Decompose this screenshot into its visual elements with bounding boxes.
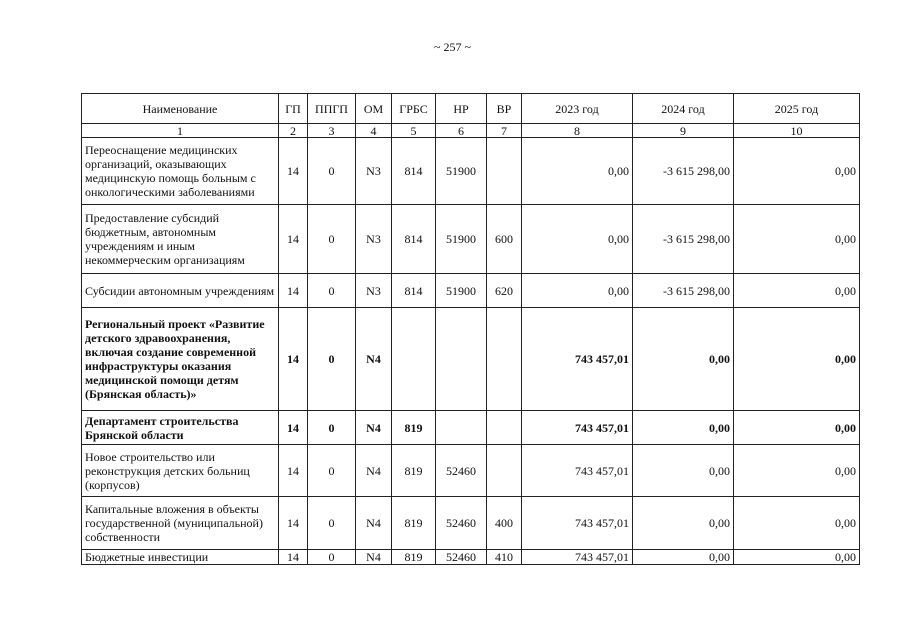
cell-om: N4 (356, 411, 392, 445)
col-number: 5 (392, 124, 436, 138)
row-name: Капитальные вложения в объекты государственной (муниципальной) собственности (82, 497, 279, 550)
cell-2025: 0,00 (734, 550, 860, 565)
cell-2024: 0,00 (633, 445, 734, 497)
col-number: 10 (734, 124, 860, 138)
cell-2024: 0,00 (633, 550, 734, 565)
cell-2025: 0,00 (734, 497, 860, 550)
cell-2024: -3 615 298,00 (633, 138, 734, 205)
row-name: Новое строительство или реконструкция детских больниц (корпусов) (82, 445, 279, 497)
table-row (82, 308, 860, 411)
cell-2025: 0,00 (734, 205, 860, 274)
cell-om: N4 (356, 497, 392, 550)
cell-2024: -3 615 298,00 (633, 274, 734, 308)
cell-grbs (392, 308, 436, 411)
cell-om: N4 (356, 550, 392, 565)
cell-om: N4 (356, 445, 392, 497)
cell-gp: 14 (279, 445, 308, 497)
cell-ppgp: 0 (308, 550, 356, 565)
cell-vr: 600 (487, 205, 522, 274)
cell-vr (487, 445, 522, 497)
col-number: 9 (633, 124, 734, 138)
page-number: ~ 257 ~ (434, 40, 471, 54)
cell-vr: 620 (487, 274, 522, 308)
cell-2025: 0,00 (734, 411, 860, 445)
cell-ppgp: 0 (308, 411, 356, 445)
cell-grbs: 814 (392, 205, 436, 274)
cell-ppgp: 0 (308, 138, 356, 205)
header-row (82, 94, 860, 124)
table-row (82, 497, 860, 550)
col-header-vr: ВР (487, 94, 522, 124)
col-header-2025: 2025 год (734, 94, 860, 124)
cell-2025: 0,00 (734, 138, 860, 205)
col-number: 8 (522, 124, 633, 138)
col-header-nr: НР (436, 94, 487, 124)
row-name: Региональный проект «Развитие детского здравоохранения, включая создание современной инфраструктуры оказания медицинской помощи детям (Брянская область)» (82, 308, 279, 411)
cell-vr (487, 411, 522, 445)
cell-2023: 743 457,01 (522, 445, 633, 497)
cell-vr: 400 (487, 497, 522, 550)
budget-table (81, 93, 860, 565)
col-number: 6 (436, 124, 487, 138)
cell-nr (436, 308, 487, 411)
cell-grbs: 819 (392, 497, 436, 550)
cell-nr: 51900 (436, 205, 487, 274)
column-number-row (82, 124, 860, 138)
table-row (82, 205, 860, 274)
table-row (82, 138, 860, 205)
row-name: Субсидии автономным учреждениям (82, 274, 279, 308)
col-header-gp: ГП (279, 94, 308, 124)
cell-om: N4 (356, 308, 392, 411)
table-row (82, 550, 860, 565)
cell-nr (436, 411, 487, 445)
cell-2025: 0,00 (734, 308, 860, 411)
cell-2024: -3 615 298,00 (633, 205, 734, 274)
cell-2024: 0,00 (633, 308, 734, 411)
col-header-2023: 2023 год (522, 94, 633, 124)
row-name: Переоснащение медицинских организаций, оказывающих медицинскую помощь больным с онкологическими заболеваниями (82, 138, 279, 205)
cell-nr: 51900 (436, 274, 487, 308)
cell-ppgp: 0 (308, 308, 356, 411)
cell-2024: 0,00 (633, 497, 734, 550)
col-number: 3 (308, 124, 356, 138)
col-header-ppgp: ППГП (308, 94, 356, 124)
cell-nr: 51900 (436, 138, 487, 205)
col-number: 2 (279, 124, 308, 138)
cell-ppgp: 0 (308, 445, 356, 497)
cell-gp: 14 (279, 550, 308, 565)
cell-2024: 0,00 (633, 411, 734, 445)
cell-gp: 14 (279, 411, 308, 445)
cell-2023: 743 457,01 (522, 497, 633, 550)
cell-gp: 14 (279, 308, 308, 411)
col-header-2024: 2024 год (633, 94, 734, 124)
cell-2023: 743 457,01 (522, 411, 633, 445)
col-header-grbs: ГРБС (392, 94, 436, 124)
cell-vr: 410 (487, 550, 522, 565)
row-name: Департамент строительства Брянской области (82, 411, 279, 445)
cell-grbs: 814 (392, 138, 436, 205)
cell-nr: 52460 (436, 497, 487, 550)
table-row (82, 445, 860, 497)
cell-om: N3 (356, 274, 392, 308)
cell-om: N3 (356, 138, 392, 205)
cell-om: N3 (356, 205, 392, 274)
cell-2023: 743 457,01 (522, 308, 633, 411)
col-header-name: Наименование (82, 94, 279, 124)
cell-ppgp: 0 (308, 497, 356, 550)
cell-2023: 0,00 (522, 138, 633, 205)
cell-nr: 52460 (436, 550, 487, 565)
cell-2023: 0,00 (522, 205, 633, 274)
cell-2025: 0,00 (734, 445, 860, 497)
cell-gp: 14 (279, 205, 308, 274)
cell-ppgp: 0 (308, 205, 356, 274)
cell-nr: 52460 (436, 445, 487, 497)
row-name: Бюджетные инвестиции (82, 550, 279, 565)
cell-ppgp: 0 (308, 274, 356, 308)
cell-grbs: 814 (392, 274, 436, 308)
col-number: 4 (356, 124, 392, 138)
col-header-om: ОМ (356, 94, 392, 124)
table-row (82, 274, 860, 308)
col-number: 1 (82, 124, 279, 138)
cell-2023: 743 457,01 (522, 550, 633, 565)
table-row (82, 411, 860, 445)
cell-vr (487, 308, 522, 411)
col-number: 7 (487, 124, 522, 138)
cell-grbs: 819 (392, 411, 436, 445)
cell-2025: 0,00 (734, 274, 860, 308)
cell-grbs: 819 (392, 445, 436, 497)
cell-gp: 14 (279, 274, 308, 308)
cell-gp: 14 (279, 497, 308, 550)
cell-2023: 0,00 (522, 274, 633, 308)
cell-vr (487, 138, 522, 205)
cell-grbs: 819 (392, 550, 436, 565)
row-name: Предоставление субсидий бюджетным, автономным учреждениям и иным некоммерческим организациям (82, 205, 279, 274)
cell-gp: 14 (279, 138, 308, 205)
